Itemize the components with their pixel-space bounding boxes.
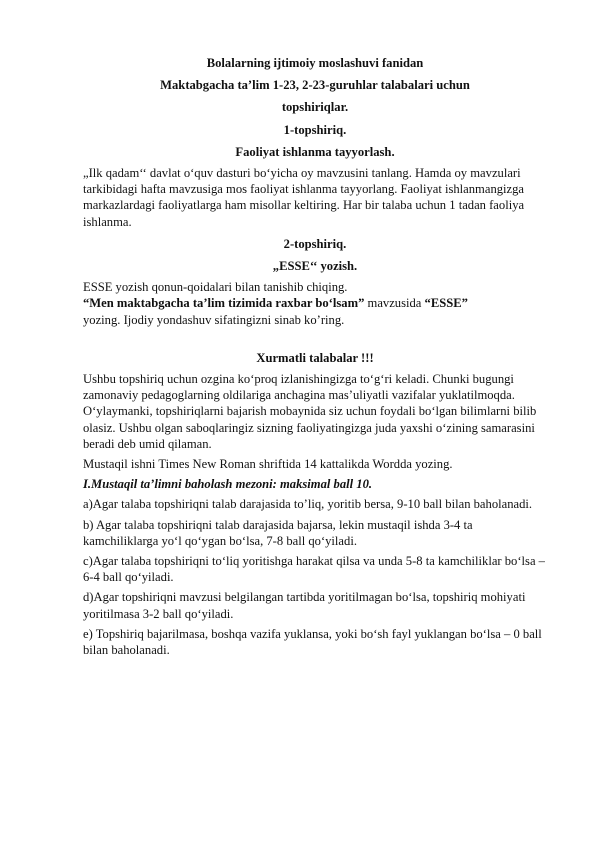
task2-mid-text: mavzusida xyxy=(364,296,425,311)
task1-heading: 1-topshiriq. xyxy=(283,122,347,137)
task2-esse: “ESSE” xyxy=(424,296,468,311)
greeting: Xurmatli talabalar !!! xyxy=(256,350,374,365)
title-line-1: Bolalarning ijtimoiy moslashuvi fanidan xyxy=(206,56,424,70)
criteria-item-c: c)Agar talaba topshiriqni to‘liq yoritishga harakat qilsa va unda 5-8 ta kamchiliklar bo‘lsa – 6-4 ball qo‘yiladi. xyxy=(83,554,545,585)
task2-subheading: „ESSE‘‘ yozish. xyxy=(272,259,358,274)
task2-topic-line xyxy=(83,295,547,311)
task2-heading: 2-topshiriq. xyxy=(283,236,347,251)
criteria-heading: I.Mustaqil ta’limni baholash mezoni: maksimal ball 10. xyxy=(83,477,373,492)
format-note: Mustaqil ishni Times New Roman shriftida 14 kattalikda Wordda yozing. xyxy=(83,457,453,472)
criteria-item-b: b) Agar talaba topshiriqni talab darajasida bajarsa, lekin mustaqil ishda 3-4 ta kamchiliklarga yo‘l qo‘ygan bo‘lsa, 7-8 ball qo‘yiladi. xyxy=(83,517,473,548)
criteria-item-d: d)Agar topshiriqni mavzusi belgilangan tartibda yoritilmagan bo‘lsa, topshiriq mohiyati yoritilmasa 3-2 ball qo‘yiladi. xyxy=(83,590,526,621)
task2-line3: yozing. Ijodiy yondashuv sifatingizni sinab ko’ring. xyxy=(83,312,345,327)
intro-paragraph: Ushbu topshiriq uchun ozgina ko‘proq izlanishingizga to‘g‘ri keladi. Chunki bugungi zamonaviy pedagoglarning oldilariga anchagina mas’uliyatli vazifalar yuklatilmoqda. O‘ylaymanki, topshiriqlarni bajarish mobaynida siz uchun foydali bo‘lgan bilimlarni bilib olasiz. Ushbu olgan saboqlaringiz sizning faoliyatingizga juda yaxshi o‘zining samarasini beradi deb umid qilaman. xyxy=(83,372,537,451)
title-line-2: Maktabgacha ta’lim 1-23, 2-23-guruhlar talabalari uchun xyxy=(160,78,470,93)
criteria-item-a: a)Agar talaba topshiriqni talab darajasida to’liq, yoritib bersa, 9-10 ball bilan baholanadi. xyxy=(83,497,533,512)
task2-line1: ESSE yozish qonun-qoidalari bilan tanishib chiqing. xyxy=(83,280,348,295)
document-content xyxy=(83,55,547,658)
task1-subheading: Faoliyat ishlanma tayyorlash. xyxy=(235,144,395,159)
task1-body: „Ilk qadam‘‘ davlat o‘quv dasturi bo‘yicha oy mavzusini tanlang. Hamda oy mavzulari tarkibidagi hafta mavzusiga mos faoliyat ishlanma tayyorlang. Faoliyat ishlanmangizga markazlardagi faoliyatlarga ham misollar keltiring. Har bir talaba uchun 1 tadan faoliya ishlanma. xyxy=(83,166,525,229)
task2-topic: “Men maktabgacha ta’lim tizimida raxbar bo‘lsam” xyxy=(83,296,365,311)
title-line-3: topshiriqlar. xyxy=(281,100,349,115)
criteria-item-e: e) Topshiriq bajarilmasa, boshqa vazifa yuklansa, yoki bo‘sh fayl yuklangan bo‘lsa – 0 ball bilan baholanadi. xyxy=(83,626,542,658)
